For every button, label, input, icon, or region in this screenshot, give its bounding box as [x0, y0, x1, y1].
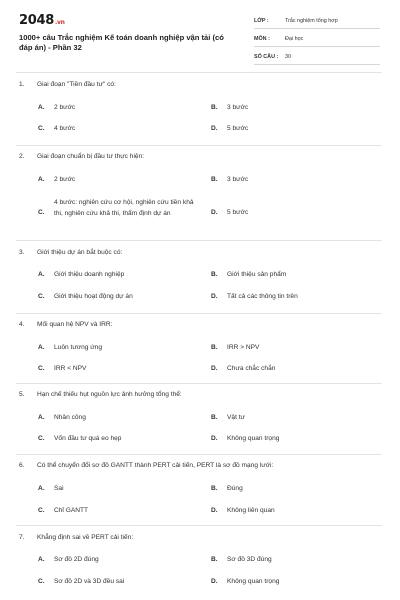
option-letter: C. [38, 365, 45, 372]
meta-value: Trắc nghiệm tổng hợp [285, 18, 338, 24]
option-text: Chưa chắc chắn [227, 365, 276, 372]
option-text: Vốn đầu tư quá eo hẹp [54, 435, 122, 442]
divider [16, 145, 382, 146]
option-letter: B. [211, 556, 218, 563]
question-6-text [19, 462, 273, 469]
option-text: Không quan trọng [227, 435, 280, 442]
option-text: 5 bước [227, 125, 249, 132]
option-text: 4 bước: nghiên cứu cơ hội, nghiên cứu tiền khả thi, nghiên cứu khả thi, thẩm định dự án [54, 199, 194, 218]
divider [16, 313, 382, 314]
option-letter: D. [211, 507, 218, 514]
question-prompt: Giai đoạn chuẩn bị đầu tư thực hiện: [37, 153, 145, 160]
option-letter: B. [211, 414, 218, 421]
question-prompt: Giai đoạn "Tiền đầu tư" có: [37, 81, 116, 88]
meta-value: Đại học [285, 36, 304, 42]
logo-text: 2048 [19, 13, 54, 28]
question-number: 1. [19, 81, 25, 88]
divider [16, 454, 382, 455]
divider [16, 525, 382, 526]
option-text: 5 bước [227, 209, 249, 216]
option-letter: D. [211, 209, 218, 216]
option-letter: C. [38, 507, 45, 514]
option-text: Luôn tương ứng [54, 344, 102, 351]
option-text: Tất cả các thông tin trên [227, 293, 298, 300]
option-letter: A. [38, 104, 45, 111]
option-text: 3 bước [227, 176, 249, 183]
option-text: 2 bước [54, 176, 76, 183]
question-prompt: Có thể chuyển đổi sơ đồ GANTT thành PERT cải tiến, PERT là sơ đồ mạng lưới: [37, 462, 274, 469]
option-letter: A. [38, 414, 45, 421]
option-text: Đúng [227, 485, 243, 492]
option-text: Giới thiệu doanh nghiệp [54, 271, 125, 278]
option-text: Sai [54, 485, 64, 492]
option-text: IRR > NPV [227, 344, 260, 351]
option-text: Vật tư [227, 414, 245, 421]
question-number: 3. [19, 249, 25, 256]
divider [16, 383, 382, 384]
option-letter: C. [38, 293, 45, 300]
option-letter: C. [38, 125, 45, 132]
option-letter: B. [211, 176, 218, 183]
question-number: 7. [19, 534, 25, 541]
option-letter: D. [211, 293, 218, 300]
meta-row-class [254, 14, 380, 29]
option-letter: A. [38, 556, 45, 563]
document-title: 1000+ câu Trắc nghiệm Kế toán doanh nghiệp vận tải (có đáp án) - Phần 32 [19, 33, 224, 52]
option-letter: B. [211, 485, 218, 492]
option-text: IRR < NPV [54, 365, 87, 372]
option-letter: A. [38, 271, 45, 278]
option-letter: D. [211, 365, 218, 372]
option-text: Sơ đồ 2D và 3D đều sai [54, 578, 125, 585]
meta-row-count [254, 50, 380, 65]
option-text: Không quan trọng [227, 578, 280, 585]
question-number: 4. [19, 321, 25, 328]
question-number: 5. [19, 391, 25, 398]
question-prompt: Mối quan hệ NPV và IRR: [37, 321, 113, 328]
question-number: 6. [19, 462, 25, 469]
option-letter: C. [38, 209, 45, 216]
option-letter: C. [38, 435, 45, 442]
option-letter: B. [211, 104, 218, 111]
option-letter: A. [38, 485, 45, 492]
option-text: Giới thiệu hoạt động dự án [54, 293, 133, 300]
question-number: 2. [19, 153, 25, 160]
option-letter: A. [38, 344, 45, 351]
option-text: Chỉ GANTT [54, 507, 89, 514]
meta-label: MÔN : [254, 36, 270, 42]
option-text: Nhân công [54, 414, 86, 421]
option-letter: B. [211, 271, 218, 278]
option-text: 4 bước [54, 125, 76, 132]
option-letter: D. [211, 578, 218, 585]
option-letter: B. [211, 344, 218, 351]
option-letter: A. [38, 176, 45, 183]
question-2-text [19, 153, 144, 160]
site-logo[interactable] [19, 13, 65, 28]
meta-value: 30 [285, 54, 291, 60]
option-text: Không liên quan [227, 507, 275, 514]
option-letter: D. [211, 125, 218, 132]
option-letter: C. [38, 578, 45, 585]
meta-label: LỚP : [254, 18, 269, 24]
question-5-text [19, 391, 182, 398]
meta-label: SỐ CÂU : [254, 54, 279, 60]
option-text: Sơ đồ 3D đúng [227, 556, 272, 563]
question-prompt: Hạn chế thiếu hụt nguồn lực ảnh hưởng tổng thể: [37, 391, 182, 398]
option-text: Sơ đồ 2D đúng [54, 556, 99, 563]
meta-row-subject [254, 32, 380, 47]
meta-info [254, 14, 380, 68]
question-prompt: Giới thiệu dự án bắt buộc có: [37, 249, 123, 256]
page-header [0, 0, 400, 66]
option-letter: D. [211, 435, 218, 442]
question-3-text [19, 249, 122, 256]
option-text: 3 bước [227, 104, 249, 111]
divider [16, 72, 382, 73]
option-text: Giới thiệu sản phẩm [227, 271, 287, 278]
question-prompt: Khẳng định sai về PERT cải tiến: [37, 534, 134, 541]
divider [16, 240, 382, 241]
logo-suffix: .vn [54, 19, 65, 26]
option-text: 2 bước [54, 104, 76, 111]
question-4-text [19, 321, 113, 328]
question-1-text [19, 81, 116, 88]
question-7-text [19, 534, 133, 541]
